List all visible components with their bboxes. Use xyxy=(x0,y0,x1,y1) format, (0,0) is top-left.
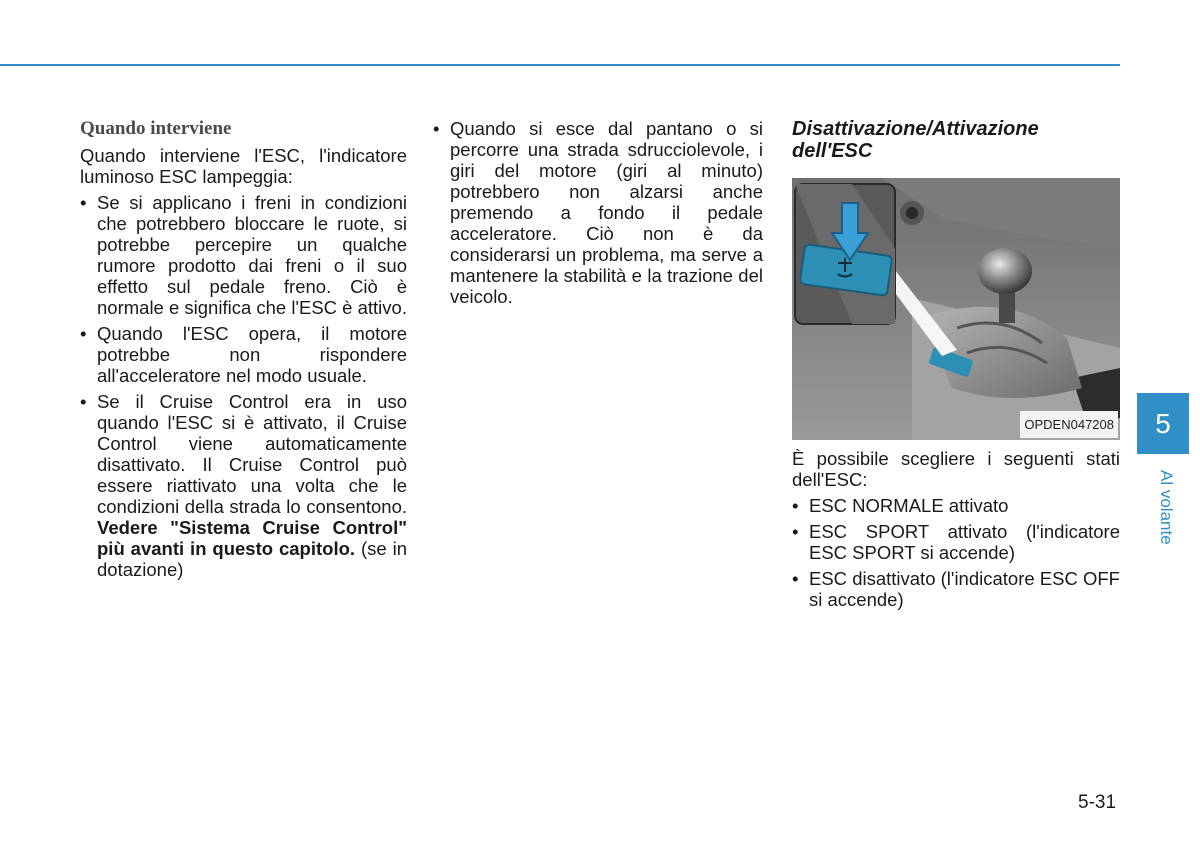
column-2 xyxy=(433,118,763,312)
esc-states-intro: È possibile scegliere i seguenti stati dell'ESC: xyxy=(792,448,1120,490)
section-heading: Disattivazione/Attivazione dell'ESC xyxy=(792,118,1039,162)
list-item: • Quando si esce dal pantano o si percorre una strada sdrucciolevole, i giri del motore (giri al minuto) potrebbero non alzarsi anche premendo a fondo il pedale acceleratore. Ciò non è da considerarsi un problema, ma serve a mantenere la stabilità e la trazione del veicolo. xyxy=(433,118,763,307)
column-3 xyxy=(792,118,1120,615)
intro-paragraph: Quando interviene l'ESC, l'indicatore luminoso ESC lampeggia: xyxy=(80,145,407,187)
figure-code: OPDEN047208 xyxy=(1020,411,1118,438)
list-item-cruise-control xyxy=(80,391,407,580)
chapter-label: Al volante xyxy=(1157,470,1176,545)
bullet-list xyxy=(433,118,763,307)
subheading-quando-interviene: Quando interviene xyxy=(80,118,232,139)
list-item-text: Se il Cruise Control era in uso quando l'ESC si è attivato, il Cruise Control viene automaticamente disattivato. Il Cruise Control può essere riattivato una volta che le condizioni della strada lo consentono. xyxy=(97,391,407,517)
column-1 xyxy=(80,118,407,585)
cross-reference: Vedere "Sistema Cruise Control" più avanti in questo capitolo. xyxy=(97,517,407,559)
list-item: • ESC disattivato (l'indicatore ESC OFF si accende) xyxy=(792,568,1120,610)
esc-button-figure xyxy=(792,178,1120,440)
list-item: • ESC SPORT attivato (l'indicatore ESC SPORT si accende) xyxy=(792,521,1120,563)
chapter-number-tab: 5 xyxy=(1137,393,1189,454)
list-item: • Se si applicano i freni in condizioni che potrebbero bloccare le ruote, si potrebbe percepire un qualche rumore prodotto dai freni o il suo effetto sul pedale freno. Ciò è normale e significa che l'ESC è attivo. xyxy=(80,192,407,318)
esc-states-list xyxy=(792,495,1120,610)
bullet-list xyxy=(80,192,407,580)
top-rule xyxy=(0,64,1120,66)
list-item: • ESC NORMALE attivato xyxy=(792,495,1120,516)
gear-console-illustration xyxy=(792,178,1120,440)
list-item: • Quando l'ESC opera, il motore potrebbe non rispondere all'acceleratore nel modo usuale. xyxy=(80,323,407,386)
page-number: 5-31 xyxy=(1078,792,1117,813)
list-item-tail: (se in dotazione) xyxy=(97,538,407,580)
